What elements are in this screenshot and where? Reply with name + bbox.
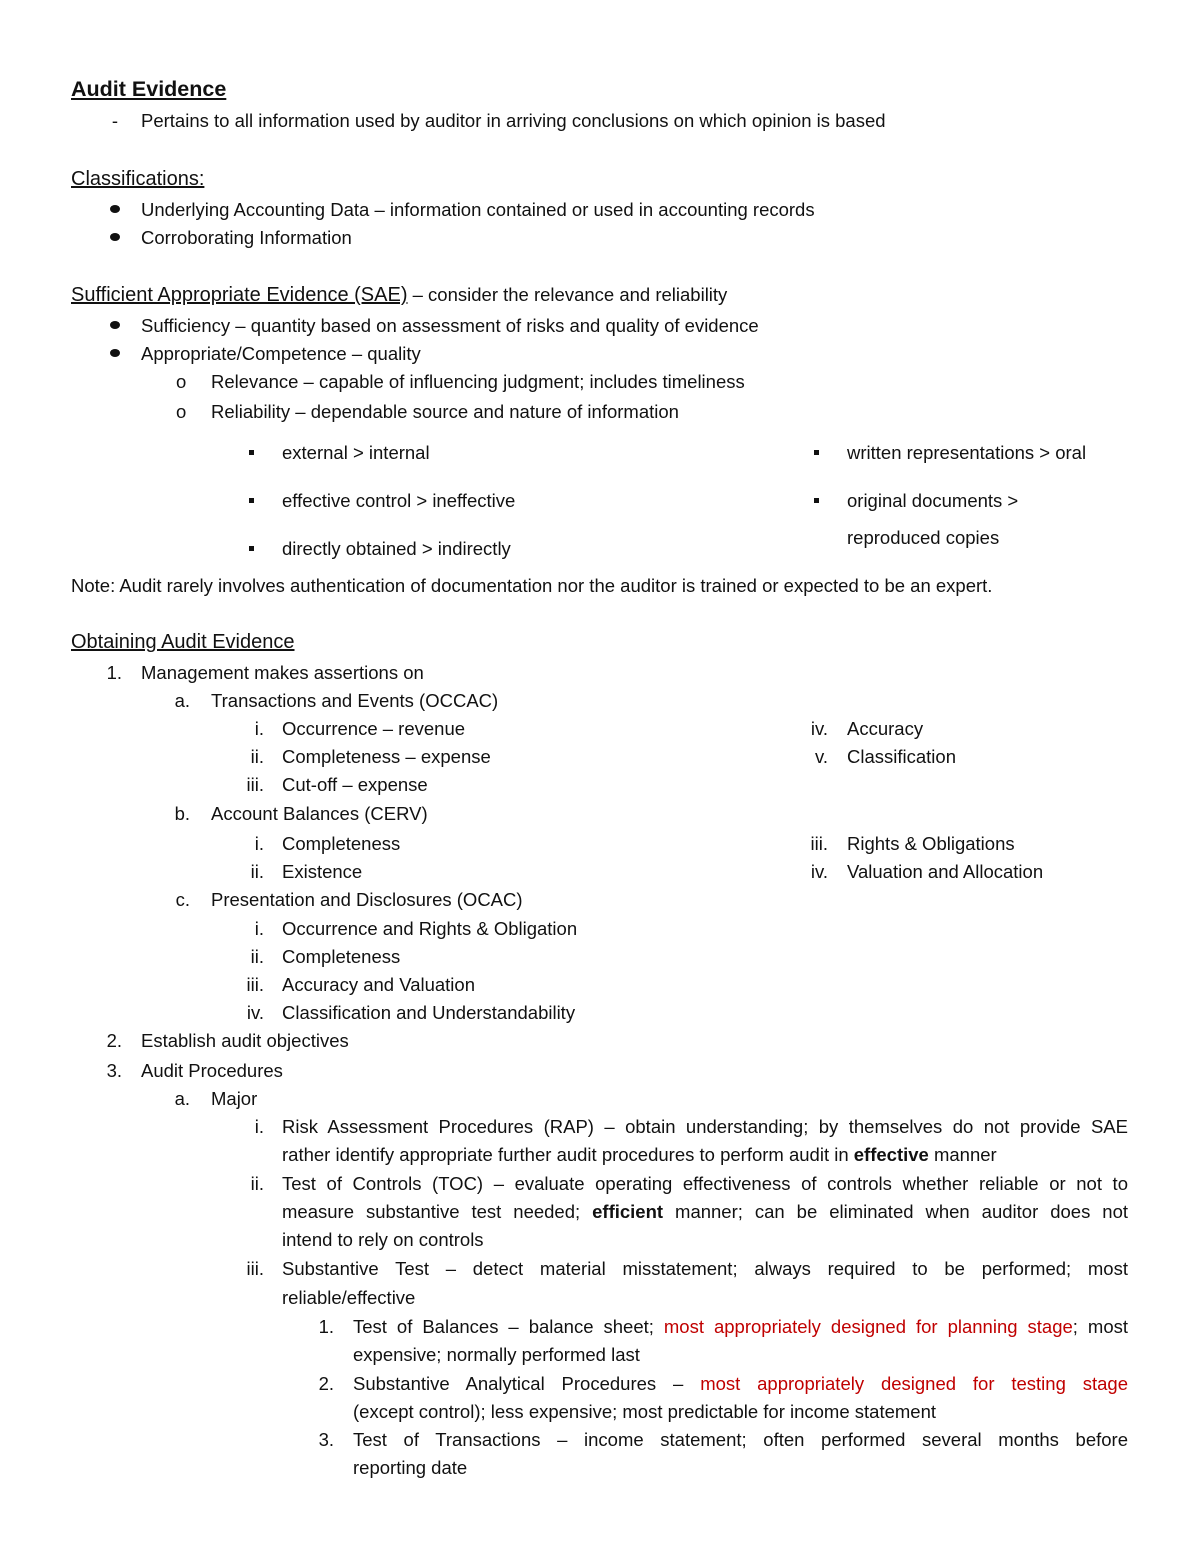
assertion-item: Cut-off – expense	[282, 774, 428, 795]
bullet-icon	[110, 233, 120, 241]
square-bullet-icon	[249, 546, 254, 551]
test-line	[353, 1372, 1128, 1396]
reliability-item: external > internal	[282, 442, 430, 463]
sae-heading-suffix: – consider the relevance and reliability	[407, 284, 728, 305]
step-number: 3.	[106, 1060, 122, 1081]
roman-marker: ii.	[250, 861, 264, 882]
assertion-item: Occurrence and Rights & Obligation	[282, 918, 578, 939]
assertion-item: Valuation and Allocation	[847, 861, 1044, 882]
toc-text: manner; can be eliminated when auditor does not	[663, 1201, 1129, 1222]
bullet-icon	[110, 349, 120, 357]
assertion-item: Existence	[282, 861, 363, 882]
sae-item: Appropriate/Competence – quality	[141, 343, 421, 364]
classification-item: Underlying Accounting Data – information contained or used in accounting records	[141, 199, 815, 220]
roman-marker: iv.	[246, 1002, 264, 1023]
assertion-item: Completeness	[282, 946, 401, 967]
sub-marker: c.	[175, 889, 190, 910]
test-highlight: most appropriately designed for testing stage	[700, 1373, 1128, 1394]
page-title: Audit Evidence	[71, 77, 227, 101]
roman-marker: ii.	[250, 946, 264, 967]
roman-marker: ii.	[250, 746, 264, 767]
test-highlight: most appropriately designed for planning stage	[663, 1316, 1073, 1337]
sae-heading: Sufficient Appropriate Evidence (SAE)	[71, 284, 408, 306]
square-bullet-icon	[814, 450, 819, 455]
toc-line: intend to rely on controls	[282, 1229, 484, 1250]
assertion-item: Completeness – expense	[282, 746, 491, 767]
step-number: 1.	[106, 662, 122, 683]
bullet-icon	[110, 321, 120, 329]
assertion-item: Accuracy and Valuation	[282, 974, 475, 995]
classifications-heading: Classifications:	[71, 168, 205, 190]
roman-marker: ii.	[250, 1173, 264, 1194]
dash-marker: -	[111, 110, 118, 131]
square-bullet-icon	[814, 498, 819, 503]
toc-text: measure substantive test needed;	[282, 1201, 593, 1222]
classification-item: Corroborating Information	[141, 227, 352, 248]
test-line: (except control); less expensive; most predictable for income statement	[353, 1401, 937, 1422]
roman-marker: iii.	[810, 833, 828, 854]
assertion-group-label: Account Balances (CERV)	[211, 803, 428, 824]
test-line	[353, 1315, 1128, 1339]
intro-text: Pertains to all information used by auditor in arriving conclusions on which opinion is based	[141, 110, 886, 131]
roman-marker: iv.	[810, 718, 828, 739]
obtaining-heading: Obtaining Audit Evidence	[71, 631, 295, 653]
reliability-item: directly obtained > indirectly	[282, 538, 511, 559]
assertion-group-label: Transactions and Events (OCCAC)	[211, 690, 499, 711]
assertion-item: Accuracy	[847, 718, 924, 739]
roman-marker: i.	[254, 833, 264, 854]
test-text: Substantive Analytical Procedures –	[353, 1373, 701, 1394]
sub-marker: b.	[174, 803, 190, 824]
square-bullet-icon	[249, 450, 254, 455]
substantive-line: Substantive Test – detect material misstatement; always required to be performed; most	[282, 1258, 1128, 1279]
test-text: ; most	[1072, 1316, 1128, 1337]
roman-marker: i.	[254, 1116, 264, 1137]
toc-emphasis: efficient	[592, 1201, 664, 1222]
sub-marker: a.	[174, 690, 190, 711]
rap-emphasis: effective	[853, 1144, 929, 1165]
roman-marker: iii.	[246, 1258, 264, 1279]
assertion-item: Classification	[847, 746, 956, 767]
test-number: 2.	[318, 1373, 334, 1394]
reliability-item-continued: reproduced copies	[847, 527, 1000, 548]
assertion-group-label: Presentation and Disclosures (OCAC)	[211, 889, 523, 910]
assertion-item: Rights & Obligations	[847, 833, 1015, 854]
sae-sub-item: Reliability – dependable source and nature of information	[211, 401, 679, 422]
test-line: Test of Transactions – income statement; often performed several months before	[353, 1429, 1128, 1450]
roman-marker: iv.	[810, 861, 828, 882]
rap-line: Risk Assessment Procedures (RAP) – obtain understanding; by themselves do not provide SAE	[282, 1116, 1128, 1137]
square-bullet-icon	[249, 498, 254, 503]
step-text: Establish audit objectives	[141, 1030, 349, 1051]
reliability-item: original documents >	[847, 490, 1019, 511]
toc-line: Test of Controls (TOC) – evaluate operating effectiveness of controls whether reliable or not to	[282, 1173, 1128, 1194]
step-number: 2.	[106, 1030, 122, 1051]
circle-marker: o	[176, 401, 187, 422]
assertion-item: Occurrence – revenue	[282, 718, 466, 739]
sae-sub-item: Relevance – capable of influencing judgment; includes timeliness	[211, 371, 745, 392]
bullet-icon	[110, 205, 120, 213]
step-text: Audit Procedures	[141, 1060, 283, 1081]
rap-line	[282, 1143, 997, 1167]
test-text: Test of Balances – balance sheet;	[353, 1316, 664, 1337]
substantive-line: reliable/effective	[282, 1287, 416, 1308]
rap-text: manner	[928, 1144, 997, 1165]
assertion-item: Completeness	[282, 833, 401, 854]
test-line: reporting date	[353, 1457, 468, 1478]
test-line: expensive; normally performed last	[353, 1344, 640, 1365]
procedure-group-label: Major	[211, 1088, 258, 1109]
sae-heading-line	[71, 283, 727, 307]
test-number: 1.	[318, 1316, 334, 1337]
circle-marker: o	[176, 371, 187, 392]
reliability-item: effective control > ineffective	[282, 490, 516, 511]
toc-line	[282, 1200, 1128, 1224]
roman-marker: iii.	[246, 974, 264, 995]
sub-marker: a.	[174, 1088, 190, 1109]
assertion-item: Classification and Understandability	[282, 1002, 576, 1023]
note-text: Note: Audit rarely involves authentication of documentation nor the auditor is trained or expected to be an expert.	[71, 575, 993, 596]
roman-marker: iii.	[246, 774, 264, 795]
roman-marker: v.	[814, 746, 828, 767]
reliability-item: written representations > oral	[847, 442, 1087, 463]
sae-item: Sufficiency – quantity based on assessment of risks and quality of evidence	[141, 315, 759, 336]
test-number: 3.	[318, 1429, 334, 1450]
roman-marker: i.	[254, 918, 264, 939]
roman-marker: i.	[254, 718, 264, 739]
step-text: Management makes assertions on	[141, 662, 424, 683]
rap-text: rather identify appropriate further audit procedures to perform audit in	[282, 1144, 854, 1165]
